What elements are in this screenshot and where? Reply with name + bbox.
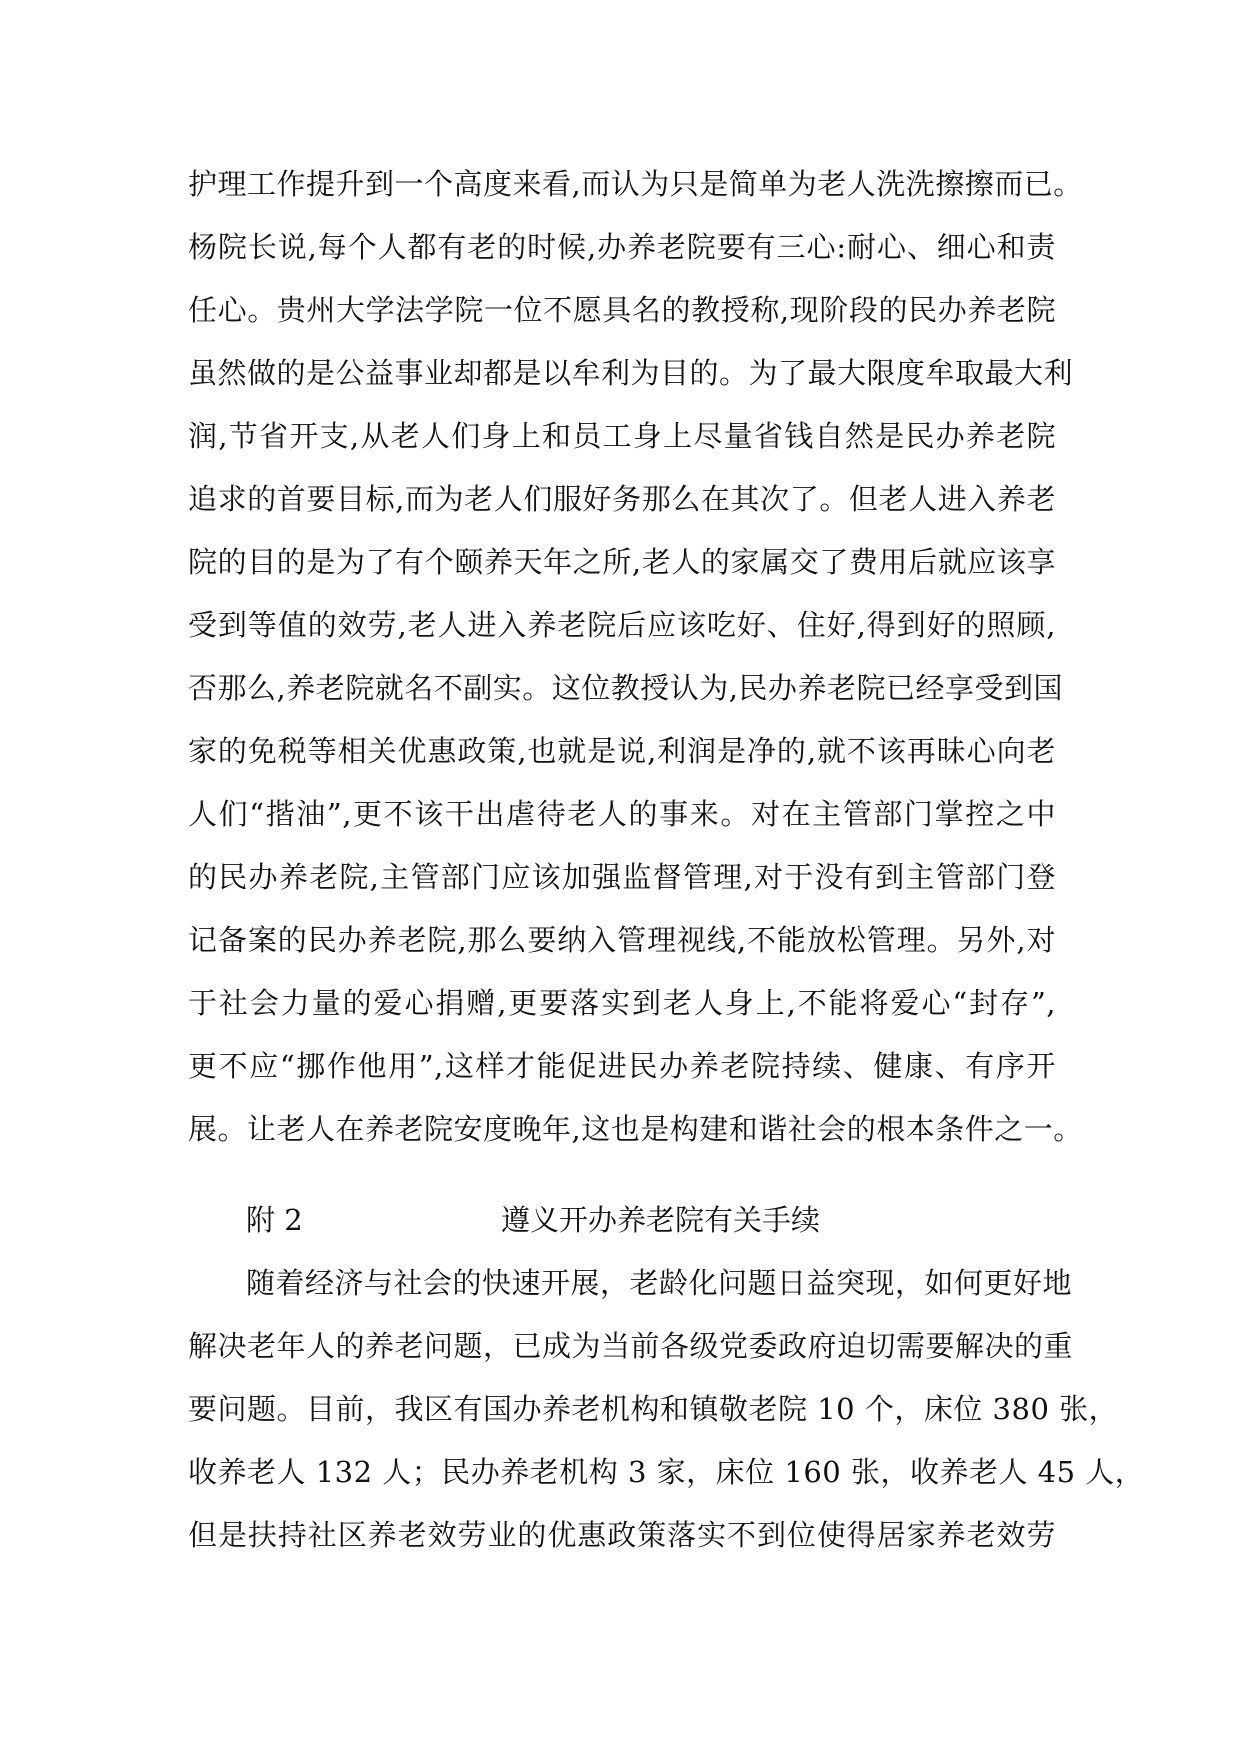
paragraph-line: 记备案的民办养老院,那么要纳入管理视线,不能放松管理。另外,对 <box>188 923 1056 957</box>
paragraph-line: 收养老人 132 人；民办养老机构 3 家，床位 160 张，收养老人 45 人， <box>188 1455 1145 1489</box>
paragraph-line: 解决老年人的养老问题，已成为当前各级党委政府迫切需要解决的重 <box>188 1329 1074 1363</box>
paragraph-line: 受到等值的效劳,老人进入养老院后应该吃好、住好,得到好的照顾, <box>188 608 1056 642</box>
paragraph-line: 展。让老人在养老院安度晚年,这也是构建和谐社会的根本条件之一。 <box>188 1112 1083 1146</box>
paragraph-line: 任心。贵州大学法学院一位不愿具名的教授称,现阶段的民办养老院 <box>188 293 1056 327</box>
paragraph-line: 润,节省开支,从老人们身上和员工身上尽量省钱自然是民办养老院 <box>188 419 1056 453</box>
paragraph-line: 院的目的是为了有个颐养天年之所,老人的家属交了费用后就应该享 <box>188 545 1056 579</box>
paragraph-line: 家的免税等相关优惠政策,也就是说,利润是净的,就不该再昧心向老 <box>188 734 1056 768</box>
paragraph-line: 要问题。目前，我区有国办养老机构和镇敬老院 10 个，床位 380 张， <box>188 1392 1119 1426</box>
appendix-title: 遵义开办养老院有关手续 <box>501 1203 821 1237</box>
paragraph-line: 的民办养老院,主管部门应该加强监督管理,对于没有到主管部门登 <box>188 860 1056 894</box>
paragraph-line: 虽然做的是公益事业却都是以牟利为目的。为了最大限度牟取最大利 <box>188 356 1074 390</box>
appendix-label: 附 2 <box>246 1203 303 1237</box>
paragraph-line: 否那么,养老院就名不副实。这位教授认为,民办养老院已经享受到国 <box>188 671 1063 705</box>
paragraph-line: 随着经济与社会的快速开展，老龄化问题日益突现，如何更好地 <box>246 1266 1073 1300</box>
paragraph-line: 护理工作提升到一个高度来看,而认为只是简单为老人洗洗擦擦而已。 <box>188 167 1083 201</box>
paragraph-line: 于社会力量的爱心捐赠,更要落实到老人身上,不能将爱心“封存”, <box>188 986 1056 1020</box>
paragraph-line: 更不应“挪作他用”,这样才能促进民办养老院持续、健康、有序开 <box>188 1049 1056 1083</box>
paragraph-line: 但是扶持社区养老效劳业的优惠政策落实不到位使得居家养老效劳 <box>188 1518 1056 1552</box>
paragraph-line: 追求的首要目标,而为老人们服好务那么在其次了。但老人进入养老 <box>188 482 1056 516</box>
paragraph-line: 杨院长说,每个人都有老的时候,办养老院要有三心:耐心、细心和责 <box>188 230 1056 264</box>
paragraph-line: 人们“揩油”,更不该干出虐待老人的事来。对在主管部门掌控之中 <box>188 797 1056 831</box>
